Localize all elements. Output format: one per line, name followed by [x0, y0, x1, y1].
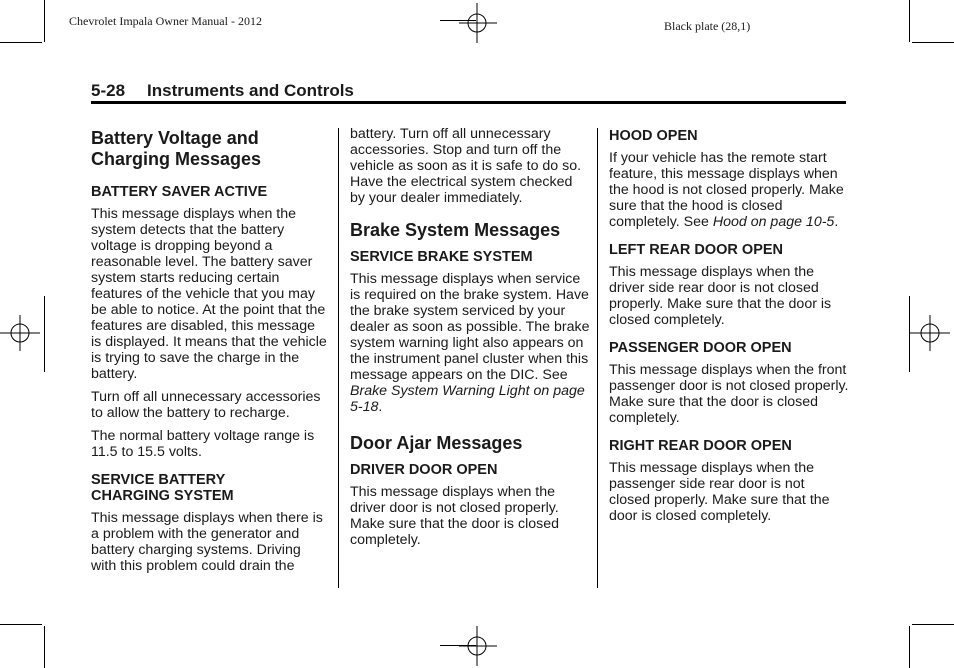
paragraph-turn-off: Turn off all unnecessary accessories to allow the battery to recharge.	[91, 389, 321, 421]
paragraph-hood-open	[609, 150, 849, 230]
paragraph-left-rear-door: This message displays when the driver side rear door is not closed properly. Make sure that the door is closed completely.	[609, 264, 832, 328]
crop-mark-tl-h	[0, 42, 42, 43]
subheading-driver-door: DRIVER DOOR OPEN	[350, 462, 498, 478]
subheading-left-rear-door: LEFT REAR DOOR OPEN	[609, 242, 784, 258]
paragraph-service-brake	[350, 271, 590, 415]
crop-mark-bl-v	[44, 626, 45, 668]
subheading-passenger-door: PASSENGER DOOR OPEN	[609, 340, 792, 356]
column-divider	[338, 128, 339, 588]
paragraph-passenger-door: This message displays when the front passenger door is not closed properly. Make sure that the door is closed completely.	[609, 362, 849, 426]
subheading-battery-saver: BATTERY SAVER ACTIVE	[91, 184, 268, 200]
column-2	[350, 126, 590, 555]
crop-mark-br-v	[909, 626, 910, 668]
cross-reference-link[interactable]: Brake System Warning Light on page 5-18	[350, 383, 585, 415]
column-divider	[597, 128, 598, 588]
crop-mark-bl-h	[0, 624, 42, 625]
paragraph-right-rear-door: This message displays when the passenger side rear door is not closed properly. Make sure that the door is closed completely.	[609, 460, 830, 524]
plate-label: Black plate (28,1)	[664, 19, 751, 33]
subheading-service-brake: SERVICE BRAKE SYSTEM	[350, 249, 533, 265]
heading-brake-system: Brake System Messages	[350, 220, 561, 240]
subheading-service-battery: SERVICE BATTERY CHARGING SYSTEM	[91, 472, 234, 504]
section-heading	[91, 81, 354, 101]
paragraph-driver-door: This message displays when the driver door is not closed properly. Make sure that the door is closed completely.	[350, 484, 559, 548]
crop-mark-br-h	[912, 624, 954, 625]
crop-mark-tl-v	[44, 0, 45, 42]
registration-target-icon	[457, 3, 497, 43]
crop-mark-tr-h	[912, 42, 954, 43]
cross-reference-link[interactable]: Hood on page 10-5	[712, 214, 835, 230]
paragraph-text: This message displays when service is required on the brake system. Have the brake system serviced by your dealer as soon as possible. The brake system warning light also appears on the instrument panel cluster when this message appears on the DIC. See	[350, 271, 590, 383]
registration-target-icon	[0, 313, 40, 353]
page-number: 5-28	[91, 81, 126, 100]
paragraph-text: .	[378, 399, 383, 415]
heading-battery-voltage: Battery Voltage and Charging Messages	[91, 128, 262, 169]
header-rule	[91, 101, 846, 104]
paragraph-text: If your vehicle has the remote start feature, this message displays when the hood is not closed properly. Make sure that the hood is closed completely. See	[609, 150, 844, 230]
paragraph-text: .	[834, 214, 839, 230]
manual-title: Chevrolet Impala Owner Manual - 2012	[69, 14, 262, 28]
paragraph-voltage-range: The normal battery voltage range is 11.5 to 15.5 volts.	[91, 428, 315, 460]
column-1	[91, 128, 327, 581]
section-title: Instruments and Controls	[147, 81, 354, 100]
side-mark-left	[44, 296, 45, 372]
crop-mark-tr-v	[909, 0, 910, 42]
heading-door-ajar: Door Ajar Messages	[350, 433, 523, 453]
registration-target-icon	[457, 626, 497, 666]
paragraph-battery-saver: This message displays when the system detects that the battery voltage is dropping beyond a reasonable level. The battery saver system starts reducing certain features of the vehicle that you may be able to notice. At the point that the features are disabled, this message is displayed. It means that the vehicle is trying to save the charge in the battery.	[91, 206, 327, 382]
column-3	[609, 128, 849, 531]
paragraph-battery-continued: battery. Turn off all unnecessary accessories. Stop and turn off the vehicle as soon as it is safe to do so. Have the electrical system checked by your dealer immediately.	[350, 126, 582, 206]
subheading-right-rear-door: RIGHT REAR DOOR OPEN	[609, 438, 792, 454]
subheading-hood-open: HOOD OPEN	[609, 128, 698, 144]
paragraph-service-battery: This message displays when there is a problem with the generator and battery charging systems. Driving with this problem could drain the	[91, 510, 323, 574]
registration-target-icon	[910, 313, 950, 353]
